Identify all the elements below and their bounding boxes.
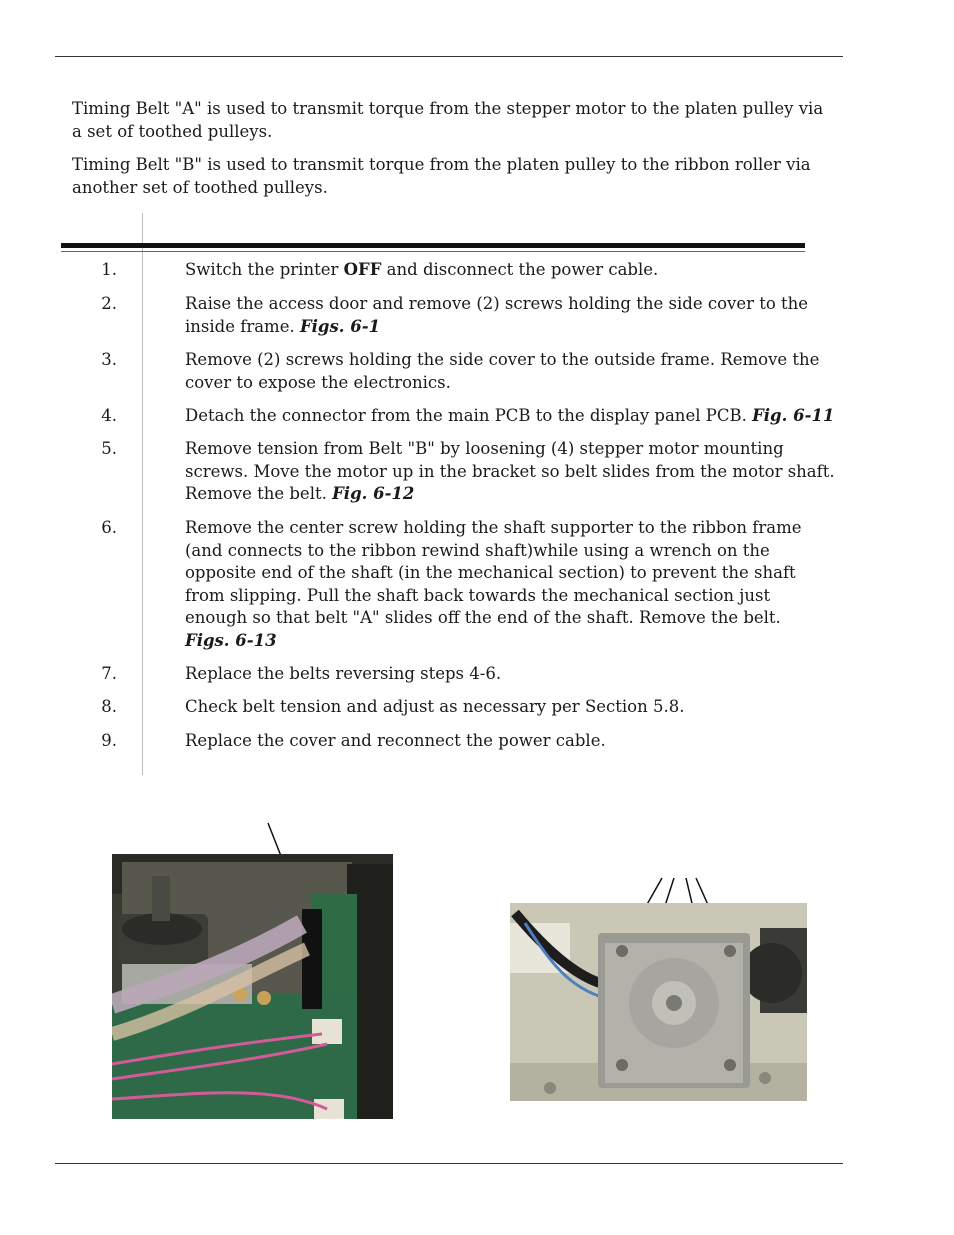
- figure-reference: Fig. 6-11: [752, 406, 835, 425]
- figure-reference: Fig. 6-12: [332, 484, 415, 503]
- step-number: 2.: [101, 294, 117, 313]
- step-text: Replace the cover and reconnect the power cable.: [185, 731, 606, 750]
- step-text: Replace the belts reversing steps 4-6.: [185, 664, 502, 683]
- intro-paragraph-1: Timing Belt "A" is used to transmit torque from the stepper motor to the platen pulley via a set of toothed pulleys.: [72, 99, 824, 141]
- step-number: 8.: [101, 697, 117, 716]
- figure-reference: Figs. 6-13: [185, 630, 277, 650]
- procedure-column-divider: [142, 213, 143, 775]
- figure-reference: Figs. 6-1: [299, 316, 381, 336]
- header-rule: [55, 56, 843, 57]
- procedure-heading-rule-thin: [61, 251, 805, 252]
- step-number: 7.: [101, 664, 117, 683]
- step-number: 9.: [101, 731, 117, 750]
- stepper-motor-photo: [510, 903, 807, 1101]
- step-number: 5.: [101, 439, 117, 458]
- step-text: Remove (2) screws holding the side cover to the outside frame. Remove the cover to expose the electronics.: [185, 350, 820, 392]
- step-text: Remove the center screw holding the shaft supporter to the ribbon frame (and connects to the ribbon rewind shaft)while using a wrench on the opposite end of the shaft (in the mechanical section) to prevent the shaft from slipping. Pull the shaft back towards the mechanical section just enough so that belt "A" slides off the end of the shaft. Remove the belt. Figs. 6-13: [185, 518, 802, 650]
- footer-rule: [55, 1163, 843, 1164]
- pcb-connector-photo: [112, 854, 393, 1119]
- step-text: Detach the connector from the main PCB to the display panel PCB. Fig. 6-11: [185, 406, 835, 425]
- step-number: 1.: [101, 260, 117, 279]
- step-text: Check belt tension and adjust as necessary per Section 5.8.: [185, 697, 685, 716]
- step-text: Switch the printer OFF and disconnect the power cable.: [185, 260, 659, 279]
- step-text: Remove tension from Belt "B" by loosening (4) stepper motor mounting screws. Move the motor up in the bracket so belt slides from the motor shaft. Remove the belt. Fig. 6-12: [185, 439, 835, 503]
- step-number: 3.: [101, 350, 117, 369]
- step-number: 6.: [101, 518, 117, 537]
- step-emphasis: OFF: [343, 260, 382, 279]
- step-text: Raise the access door and remove (2) screws holding the side cover to the inside frame. Figs. 6-1: [185, 294, 809, 336]
- intro-paragraph-2: Timing Belt "B" is used to transmit torque from the platen pulley to the ribbon roller via another set of toothed pulleys.: [72, 155, 811, 197]
- step-number: 4.: [101, 406, 117, 425]
- procedure-heading-rule: [61, 243, 805, 248]
